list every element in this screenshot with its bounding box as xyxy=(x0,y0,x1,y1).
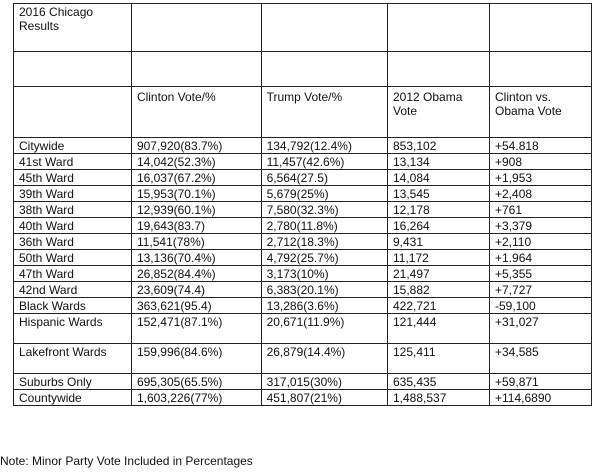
header-clinton: Clinton Vote/% xyxy=(131,87,261,138)
table-row xyxy=(14,314,592,344)
header-row xyxy=(14,87,592,138)
table-row xyxy=(14,344,592,374)
table-row xyxy=(14,282,592,298)
trump-cell: 26,879(14.4%) xyxy=(261,344,387,374)
area-cell: 41st Ward xyxy=(14,154,132,170)
obama-cell: 125,411 xyxy=(388,344,490,374)
obama-cell: 9,431 xyxy=(388,234,490,250)
clinton-cell: 14,042(52.3%) xyxy=(131,154,261,170)
area-cell: Suburbs Only xyxy=(14,374,132,390)
diff-cell: +908 xyxy=(490,154,592,170)
diff-cell: +114,6890 xyxy=(490,390,592,406)
empty-cell xyxy=(131,4,261,52)
header-area xyxy=(14,87,132,138)
area-cell: Citywide xyxy=(14,138,132,154)
table-row xyxy=(14,250,592,266)
obama-cell: 121,444 xyxy=(388,314,490,344)
table-row xyxy=(14,390,592,406)
diff-cell: +59,871 xyxy=(490,374,592,390)
area-cell: 42nd Ward xyxy=(14,282,132,298)
clinton-cell: 1,603,226(77%) xyxy=(131,390,261,406)
title-row xyxy=(14,4,592,52)
area-cell: 38th Ward xyxy=(14,202,132,218)
footnote: Note: Minor Party Vote Included in Percentages xyxy=(0,454,253,468)
trump-cell: 451,807(21%) xyxy=(261,390,387,406)
empty-cell xyxy=(490,4,592,52)
diff-cell: +1.964 xyxy=(490,250,592,266)
obama-cell: 422,721 xyxy=(388,298,490,314)
empty-cell xyxy=(261,52,387,87)
area-cell: 47th Ward xyxy=(14,266,132,282)
area-cell: 40th Ward xyxy=(14,218,132,234)
clinton-cell: 23,609(74.4) xyxy=(131,282,261,298)
clinton-cell: 15,953(70.1%) xyxy=(131,186,261,202)
trump-cell: 7,580(32.3%) xyxy=(261,202,387,218)
trump-cell: 5,679(25%) xyxy=(261,186,387,202)
empty-cell xyxy=(388,52,490,87)
table-row xyxy=(14,138,592,154)
trump-cell: 2,780(11.8%) xyxy=(261,218,387,234)
diff-cell: +34,585 xyxy=(490,344,592,374)
clinton-cell: 152,471(87.1%) xyxy=(131,314,261,344)
area-cell: 50th Ward xyxy=(14,250,132,266)
empty-cell xyxy=(14,52,132,87)
trump-cell: 134,792(12.4%) xyxy=(261,138,387,154)
diff-cell: +761 xyxy=(490,202,592,218)
diff-cell: +7,727 xyxy=(490,282,592,298)
empty-cell xyxy=(261,4,387,52)
trump-cell: 3,173(10%) xyxy=(261,266,387,282)
table-title: 2016 Chicago Results xyxy=(14,4,132,52)
table-row xyxy=(14,374,592,390)
results-table xyxy=(13,3,592,406)
obama-cell: 11,172 xyxy=(388,250,490,266)
trump-cell: 11,457(42.6%) xyxy=(261,154,387,170)
clinton-cell: 695,305(65.5%) xyxy=(131,374,261,390)
clinton-cell: 907,920(83.7%) xyxy=(131,138,261,154)
clinton-cell: 11,541(78%) xyxy=(131,234,261,250)
clinton-cell: 12,939(60.1%) xyxy=(131,202,261,218)
empty-cell xyxy=(131,52,261,87)
trump-cell: 2,712(18.3%) xyxy=(261,234,387,250)
obama-cell: 13,134 xyxy=(388,154,490,170)
empty-cell xyxy=(490,52,592,87)
obama-cell: 1,488,537 xyxy=(388,390,490,406)
trump-cell: 4,792(25.7%) xyxy=(261,250,387,266)
clinton-cell: 26,852(84.4%) xyxy=(131,266,261,282)
trump-cell: 6,564(27.5) xyxy=(261,170,387,186)
obama-cell: 21,497 xyxy=(388,266,490,282)
table-row xyxy=(14,298,592,314)
obama-cell: 12,178 xyxy=(388,202,490,218)
header-trump: Trump Vote/% xyxy=(261,87,387,138)
obama-cell: 14,084 xyxy=(388,170,490,186)
clinton-cell: 16,037(67.2%) xyxy=(131,170,261,186)
table-row xyxy=(14,170,592,186)
clinton-cell: 363,621(95.4) xyxy=(131,298,261,314)
area-cell: Lakefront Wards xyxy=(14,344,132,374)
area-cell: 45th Ward xyxy=(14,170,132,186)
table-row xyxy=(14,186,592,202)
trump-cell: 317,015(30%) xyxy=(261,374,387,390)
trump-cell: 6,383(20.1%) xyxy=(261,282,387,298)
obama-cell: 15,882 xyxy=(388,282,490,298)
diff-cell: +5,355 xyxy=(490,266,592,282)
table-row xyxy=(14,202,592,218)
table-row xyxy=(14,218,592,234)
trump-cell: 13,286(3.6%) xyxy=(261,298,387,314)
diff-cell: +31,027 xyxy=(490,314,592,344)
diff-cell: +2,110 xyxy=(490,234,592,250)
table-row xyxy=(14,234,592,250)
obama-cell: 16,264 xyxy=(388,218,490,234)
table-row xyxy=(14,154,592,170)
blank-row xyxy=(14,52,592,87)
diff-cell: +2,408 xyxy=(490,186,592,202)
empty-cell xyxy=(388,4,490,52)
trump-cell: 20,671(11.9%) xyxy=(261,314,387,344)
area-cell: Black Wards xyxy=(14,298,132,314)
clinton-cell: 159,996(84.6%) xyxy=(131,344,261,374)
area-cell: 36th Ward xyxy=(14,234,132,250)
obama-cell: 635,435 xyxy=(388,374,490,390)
diff-cell: +54.818 xyxy=(490,138,592,154)
clinton-cell: 13,136(70.4%) xyxy=(131,250,261,266)
area-cell: Countywide xyxy=(14,390,132,406)
header-obama-2012: 2012 Obama Vote xyxy=(388,87,490,138)
table-row xyxy=(14,266,592,282)
clinton-cell: 19,643(83.7) xyxy=(131,218,261,234)
area-cell: Hispanic Wards xyxy=(14,314,132,344)
obama-cell: 853,102 xyxy=(388,138,490,154)
area-cell: 39th Ward xyxy=(14,186,132,202)
diff-cell: -59,100 xyxy=(490,298,592,314)
diff-cell: +3,379 xyxy=(490,218,592,234)
obama-cell: 13,545 xyxy=(388,186,490,202)
diff-cell: +1,953 xyxy=(490,170,592,186)
header-clinton-vs-obama: Clinton vs. Obama Vote xyxy=(490,87,592,138)
